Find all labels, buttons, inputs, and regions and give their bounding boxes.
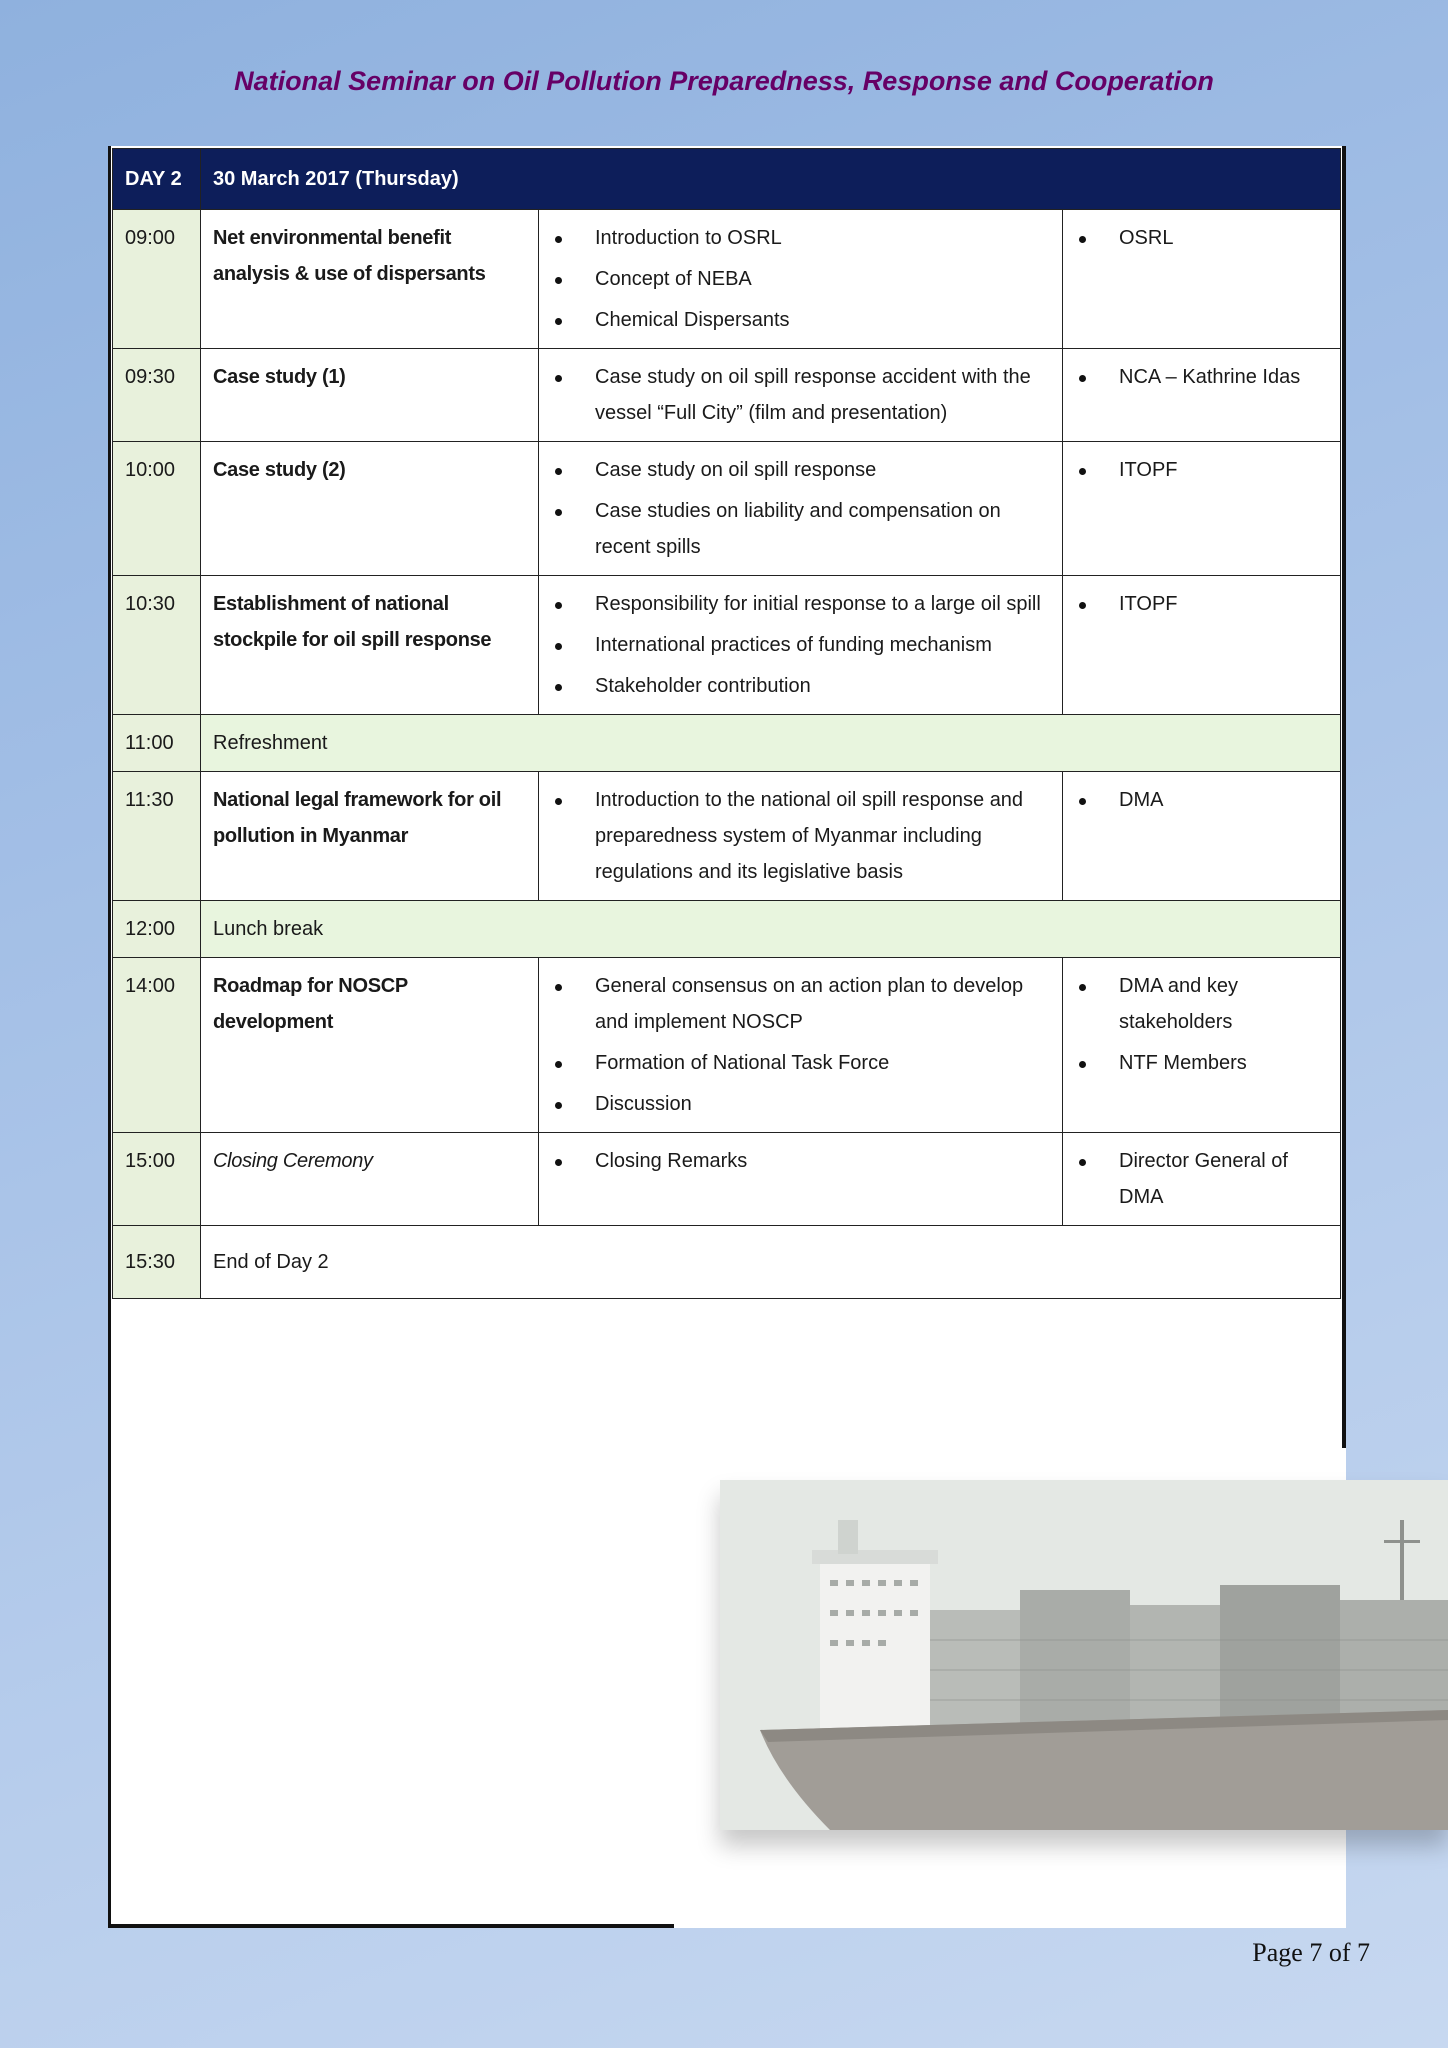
list-item: Chemical Dispersants [551,302,1050,338]
speaker-item: DMA and key stakeholders [1075,968,1328,1040]
table-header-row [113,149,1341,210]
speaker-item: NTF Members [1075,1045,1328,1081]
break-label: Lunch break [201,901,1341,958]
session-items [539,958,1063,1133]
panel-border-bottom [108,1924,674,1928]
list-item: General consensus on an action plan to develop and implement NOSCP [551,968,1050,1040]
session-topic: Closing Ceremony [201,1133,539,1226]
list-item: Discussion [551,1086,1050,1122]
session-time: 09:30 [113,349,201,442]
list-item: Concept of NEBA [551,261,1050,297]
session-items [539,576,1063,715]
break-row [113,901,1341,958]
list-item: Closing Remarks [551,1143,1050,1179]
session-topic: Case study (2) [201,442,539,576]
table-row [113,210,1341,349]
session-items [539,349,1063,442]
session-time: 15:30 [113,1226,201,1299]
session-speakers [1063,442,1341,576]
session-time: 12:00 [113,901,201,958]
session-speakers [1063,576,1341,715]
table-row [113,958,1341,1133]
speaker-item: ITOPF [1075,452,1328,488]
day-date: 30 March 2017 (Thursday) [201,149,1341,210]
break-label: Refreshment [201,715,1341,772]
speaker-item: NCA – Kathrine Idas [1075,359,1328,395]
speaker-item: OSRL [1075,220,1328,256]
page-number: Page 7 of 7 [1252,1938,1370,1967]
session-time: 09:00 [113,210,201,349]
session-speakers [1063,210,1341,349]
session-items [539,772,1063,901]
session-time: 10:30 [113,576,201,715]
session-topic: National legal framework for oil pollution in Myanmar [201,772,539,901]
end-row [113,1226,1341,1299]
session-speakers [1063,1133,1341,1226]
list-item: Case study on oil spill response [551,452,1050,488]
session-items [539,1133,1063,1226]
day-label: DAY 2 [113,149,201,210]
list-item: Introduction to the national oil spill response and preparedness system of Myanmar including regulations and its legislative basis [551,782,1050,890]
session-time: 10:00 [113,442,201,576]
session-items [539,210,1063,349]
speaker-item: Director General of DMA [1075,1143,1328,1215]
table-row [113,576,1341,715]
break-row [113,715,1341,772]
list-item: Case study on oil spill response accident with the vessel “Full City” (film and presentation) [551,359,1050,431]
table-row [113,1133,1341,1226]
session-time: 15:00 [113,1133,201,1226]
list-item: Case studies on liability and compensation on recent spills [551,493,1050,565]
page-title: National Seminar on Oil Pollution Preparedness, Response and Cooperation [234,66,1214,96]
table-row [113,349,1341,442]
list-item: Responsibility for initial response to a large oil spill [551,586,1050,622]
agenda-table [112,148,1341,1299]
table-row [113,442,1341,576]
session-topic: Establishment of national stockpile for oil spill response [201,576,539,715]
container-ship-image [720,1480,1448,1830]
session-time: 14:00 [113,958,201,1133]
session-time: 11:00 [113,715,201,772]
table-row [113,772,1341,901]
session-speakers [1063,772,1341,901]
session-topic: Net environmental benefit analysis & use of dispersants [201,210,539,349]
session-speakers [1063,958,1341,1133]
session-time: 11:30 [113,772,201,901]
list-item: Introduction to OSRL [551,220,1050,256]
ship-illustration [720,1480,1448,1830]
session-items [539,442,1063,576]
session-speakers [1063,349,1341,442]
list-item: International practices of funding mechanism [551,627,1050,663]
panel-border-right [1342,146,1346,1448]
end-label: End of Day 2 [201,1226,1341,1299]
list-item: Formation of National Task Force [551,1045,1050,1081]
session-topic: Case study (1) [201,349,539,442]
panel-border-left [108,146,111,1928]
speaker-item: DMA [1075,782,1328,818]
list-item: Stakeholder contribution [551,668,1050,704]
speaker-item: ITOPF [1075,586,1328,622]
session-topic: Roadmap for NOSCP development [201,958,539,1133]
